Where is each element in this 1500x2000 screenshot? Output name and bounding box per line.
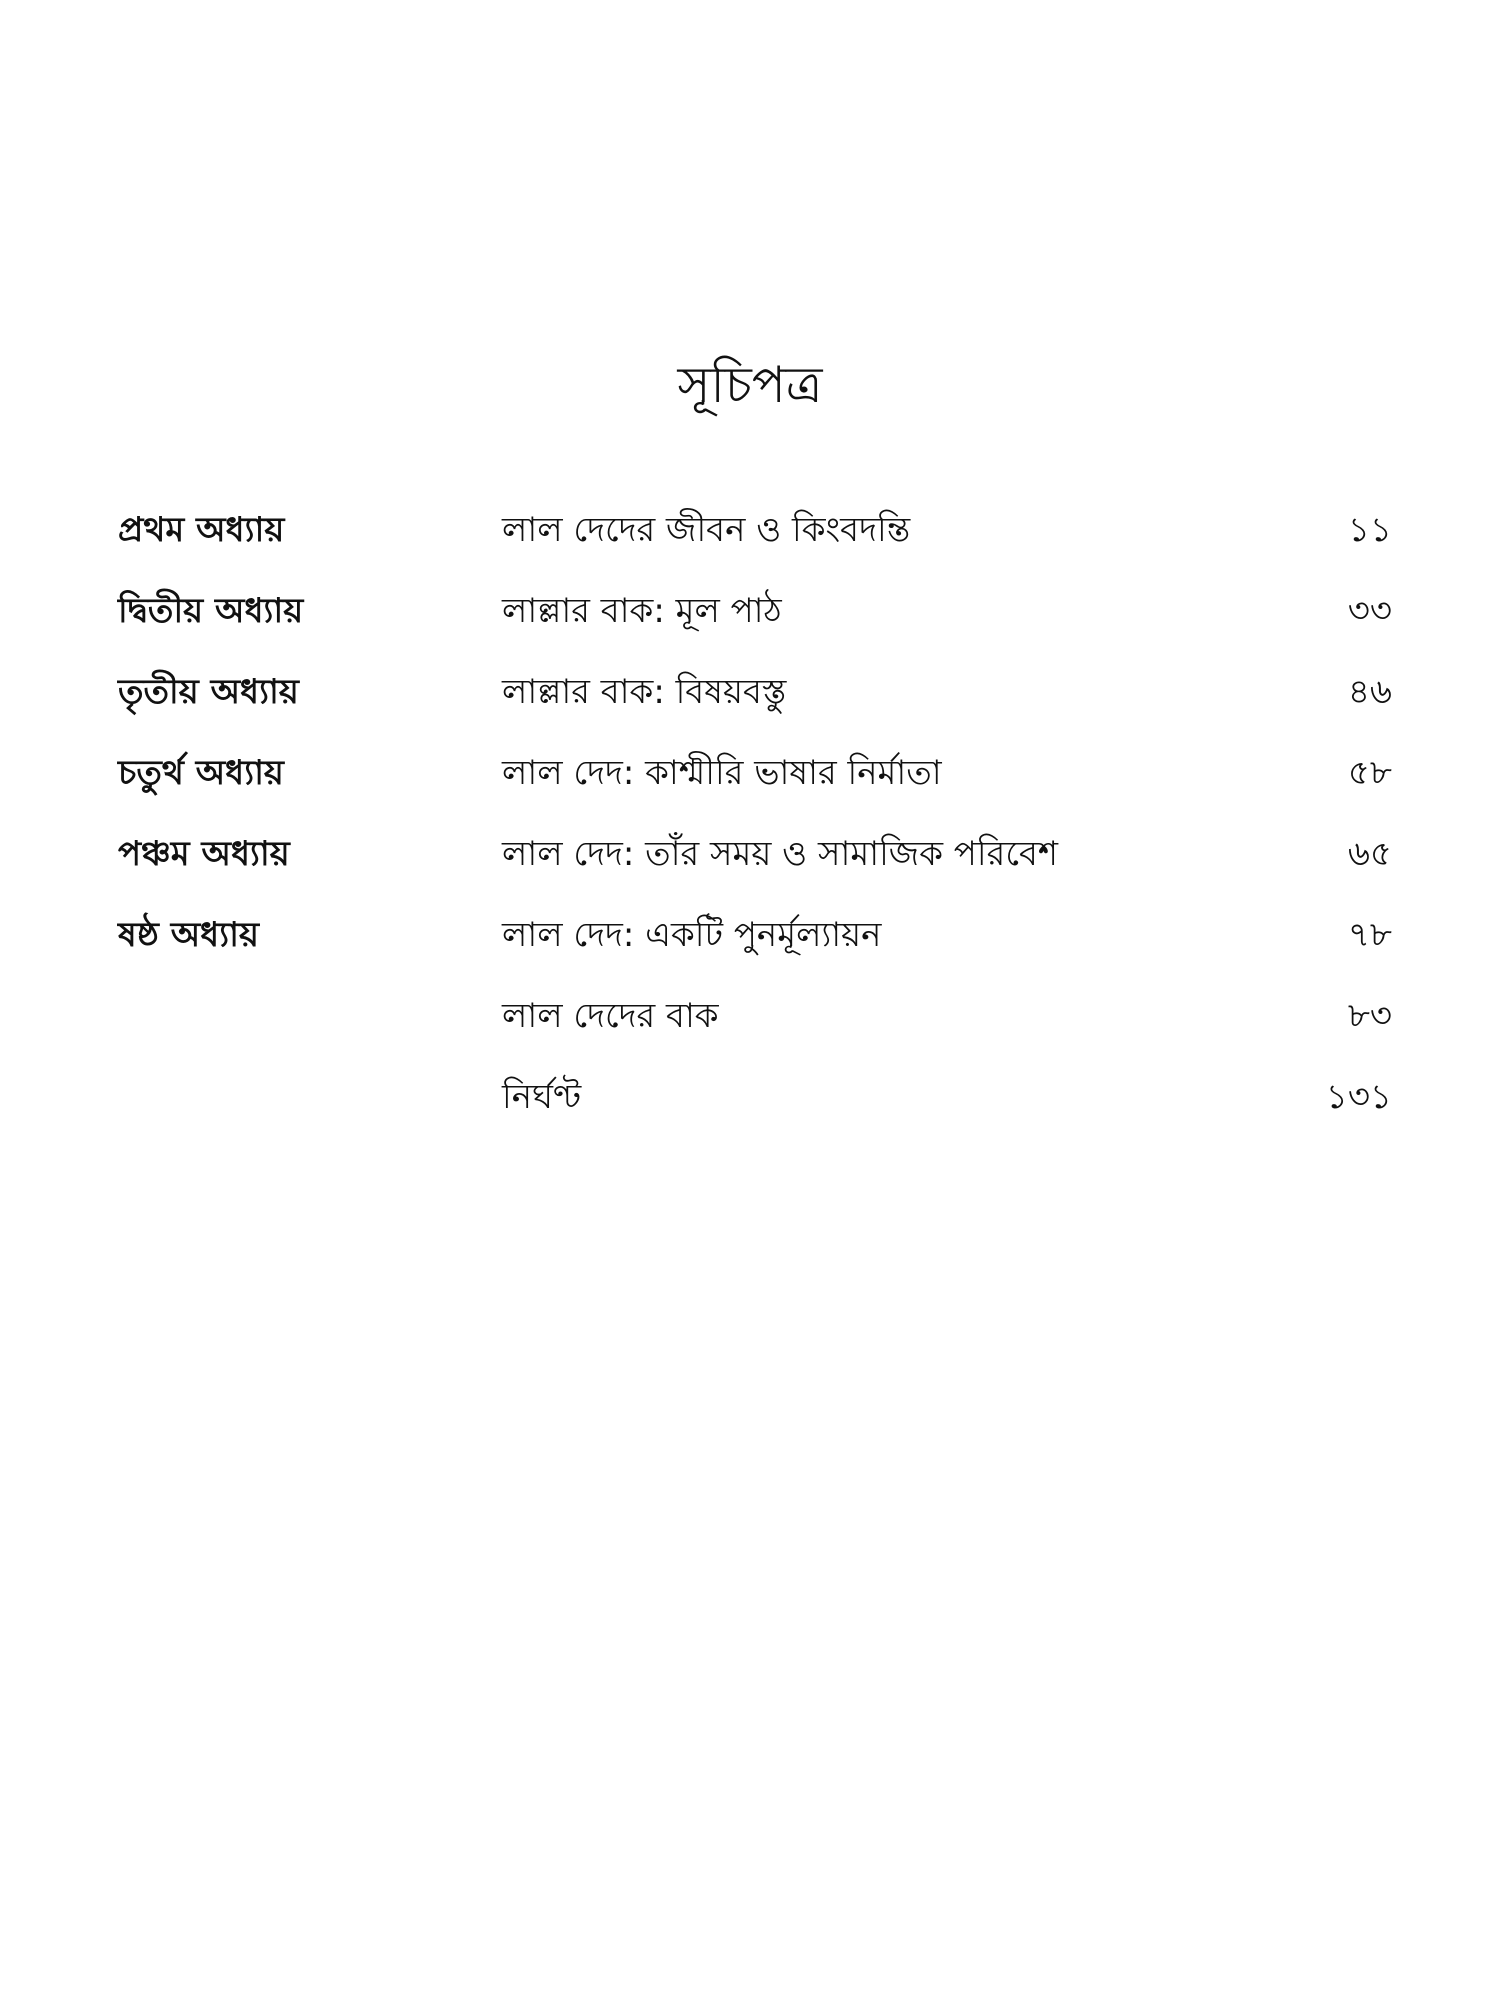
- chapter-title: লাল দেদের বাক: [502, 996, 719, 1036]
- toc-entry: [0, 662, 1500, 743]
- page-number: ১৩১: [1325, 1077, 1392, 1117]
- chapter-title: লাল দেদের জীবন ও কিংবদন্তি: [502, 510, 911, 550]
- toc-entry: [0, 743, 1500, 824]
- chapter-title: লাল দেদ: তাঁর সময় ও সামাজিক পরিবেশ: [502, 834, 1059, 874]
- page-number: ১১: [1347, 510, 1392, 550]
- toc-entry: [0, 824, 1500, 905]
- chapter-title: লাল্লার বাক: বিষয়বস্তু: [502, 672, 787, 712]
- page-number: ৪৬: [1347, 672, 1392, 712]
- page-number: ৮৩: [1347, 996, 1392, 1036]
- page-title: সূচিপত্র: [677, 356, 823, 414]
- chapter-title: লাল্লার বাক: মূল পাঠ: [502, 591, 782, 631]
- page-number: ৬৫: [1347, 834, 1392, 874]
- chapter-label: ষষ্ঠ অধ্যায়: [118, 915, 259, 955]
- toc-entry: [0, 581, 1500, 662]
- chapter-label: পঞ্চম অধ্যায়: [118, 834, 290, 874]
- toc-entry: [0, 1067, 1500, 1148]
- chapter-label: প্রথম অধ্যায়: [118, 510, 285, 550]
- chapter-label: চতুর্থ অধ্যায়: [118, 753, 284, 793]
- chapter-label: দ্বিতীয় অধ্যায়: [118, 591, 304, 631]
- page-number: ৩৩: [1347, 591, 1392, 631]
- page-number: ৫৮: [1347, 753, 1392, 793]
- toc-entry: [0, 986, 1500, 1067]
- chapter-label: তৃতীয় অধ্যায়: [118, 672, 299, 712]
- chapter-title: লাল দেদ: একটি পুনর্মূল্যায়ন: [502, 915, 882, 955]
- toc-list: [0, 500, 1500, 1148]
- toc-entry: [0, 500, 1500, 581]
- chapter-title: নির্ঘণ্ট: [502, 1077, 582, 1117]
- page-number: ৭৮: [1347, 915, 1392, 955]
- toc-entry: [0, 905, 1500, 986]
- chapter-title: লাল দেদ: কাশ্মীরি ভাষার নির্মাতা: [502, 753, 942, 793]
